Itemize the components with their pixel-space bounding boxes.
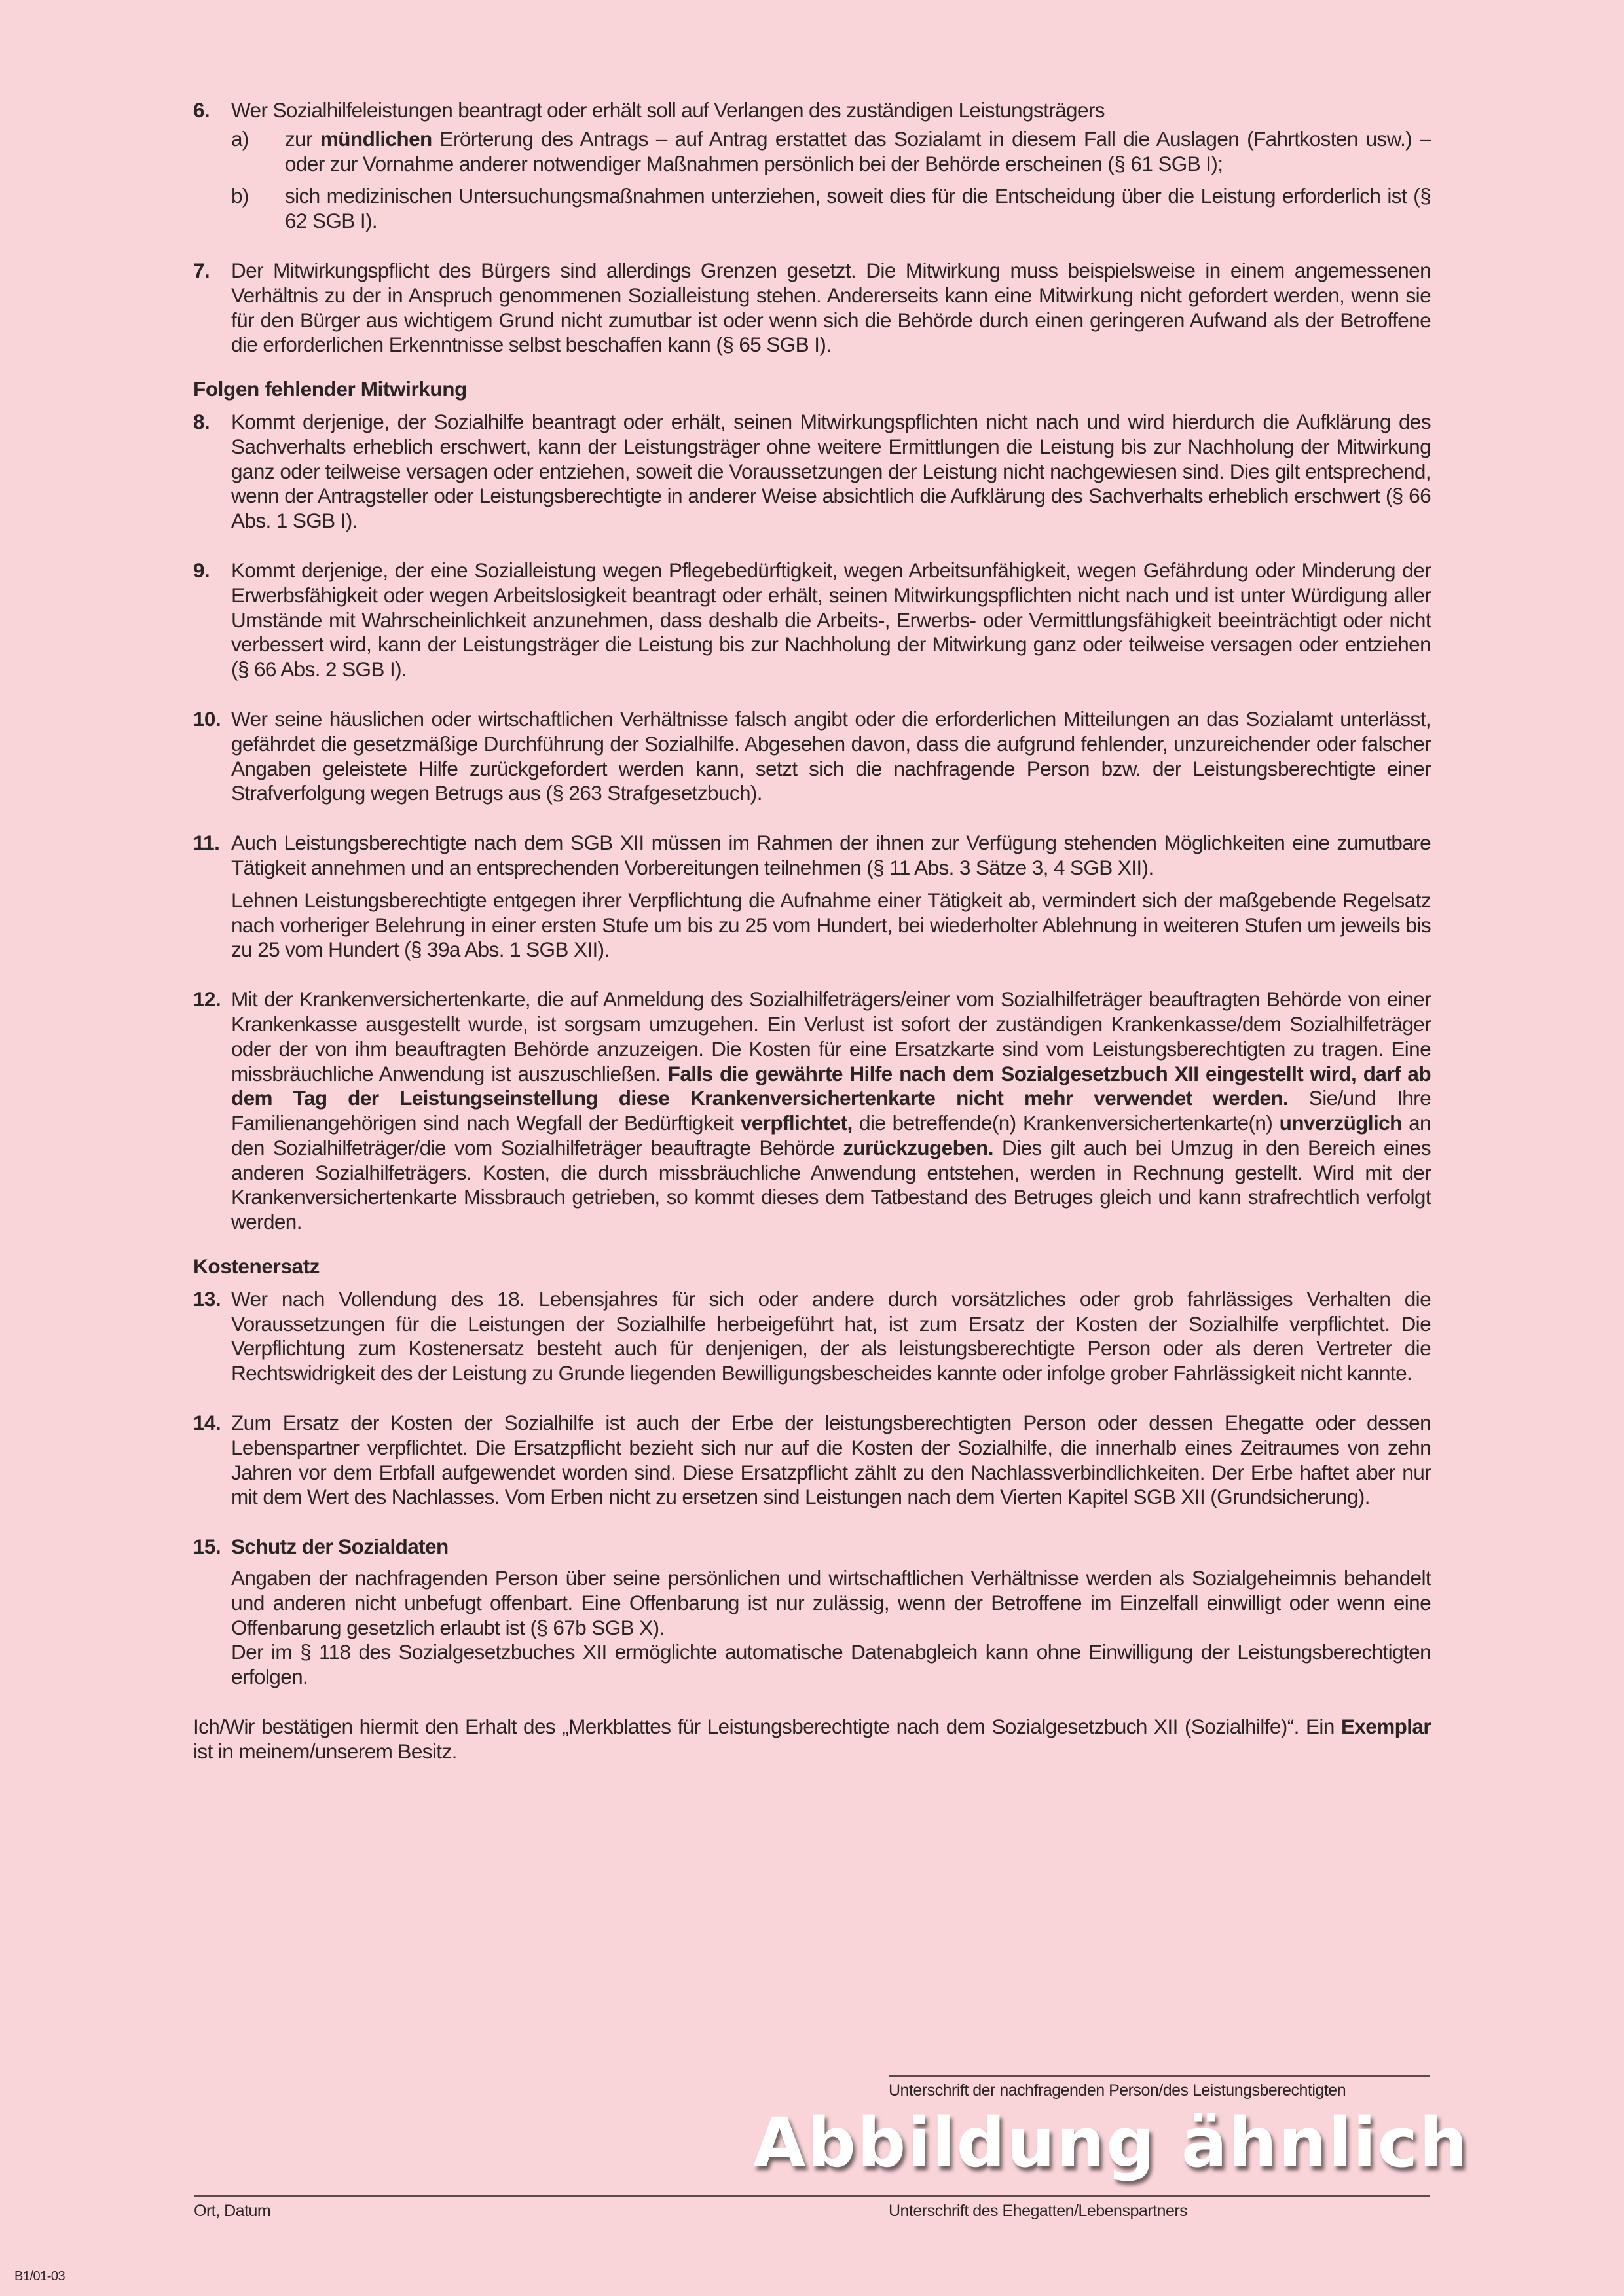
heading-folgen: Folgen fehlender Mitwirkung: [193, 377, 467, 401]
signature-line-bottom[interactable]: [194, 2195, 1430, 2197]
form-code: B1/01-03: [14, 2269, 65, 2284]
watermark: Abbildung ähnlich: [753, 2103, 1469, 2183]
item-6b: b) sich medizinischen Untersuchungsmaßnahmen unterziehen, soweit dies für die Entscheidung über die Leistung erforderlich ist (§ 62 SGB I).: [231, 184, 1431, 233]
item-15: 15. Schutz der Sozialdaten Angaben der nachfragenden Person über seine persönlichen und wirtschaftlichen Verhältnisse werden als Sozialgeheimnis behandelt und anderen nicht unbefugt offenbart. Eine Offenbarung ist nur zulässig, wenn der Betroffene im Einzelfall einwilligt oder wenn eine Offenbarung gesetzlich erlaubt ist (§ 67b SGB X). Der im § 118 des Sozialgesetzbuches XII ermöglichte automatische Datenabgleich kann ohne Einwilligung der Leistungsberechtigten erfolgen.: [193, 1535, 1431, 1689]
signature-line-person[interactable]: [889, 2075, 1430, 2077]
place-date-label: Ort, Datum: [194, 2202, 271, 2220]
heading-kostenersatz: Kostenersatz: [193, 1254, 320, 1279]
item-11: 11. Auch Leistungsberechtigte nach dem SGB XII müssen im Rahmen der ihnen zur Verfügung stehenden Möglichkeiten eine zumutbare Tätigkeit annehmen und an entsprechenden Vorbereitungen teilnehmen (§ 11 Abs. 3 Sätze 3, 4 SGB XII). Lehnen Leistungsberechtigte entgegen ihrer Verpflichtung die Aufnahme einer Tätigkeit ab, vermindert sich der maßgebende Regelsatz nach vorheriger Belehrung in einer ersten Stufe um bis zu 25 vom Hundert, bei wiederholter Ablehnung in weiteren Stufen um jeweils bis zu 25 vom Hundert (§ 39a Abs. 1 SGB XII).: [193, 831, 1431, 962]
document-body: [193, 98, 1431, 1789]
item-12: 12. Mit der Krankenversichertenkarte, die auf Anmeldung des Sozialhilfeträgers/einer vom Sozialhilfeträger beauftragten Behörde von einer Krankenkasse ausgestellt wurde, ist sorgsam umzugehen. Ein Verlust ist sofort der zuständigen Krankenkasse/dem Sozialhilfeträger oder der von ihm beauftragten Behörde anzuzeigen. Die Kosten für eine Ersatzkarte sind vom Leistungsberechtigten zu tragen. Eine missbräuchliche Anwendung ist auszuschließen. Falls die gewährte Hilfe nach dem Sozialgesetzbuch XII eingestellt wird, darf ab dem Tag der Leistungseinstellung diese Krankenversichertenkarte nicht mehr verwendet werden. Sie/und Ihre Familienangehörigen sind nach Wegfall der Bedürftigkeit verpflichtet, die betreffende(n) Krankenversichertenkarte(n) unverzüglich an den Sozialhilfeträger/die vom Sozialhilfeträger beauftragte Behörde zurückzugeben. Dies gilt auch bei Umzug in den Bereich eines anderen Sozialhilfeträgers. Kosten, die durch missbräuchliche Anwendung entstehen, werden in Rechnung gestellt. Wird mit der Krankenversichertenkarte Missbrauch getrieben, so kommt dieses dem Tatbestand des Betruges gleich und kann strafrechtlich verfolgt werden.: [193, 987, 1431, 1234]
signature-label-spouse: Unterschrift des Ehegatten/Lebenspartners: [889, 2202, 1188, 2220]
item-14: 14. Zum Ersatz der Kosten der Sozialhilfe ist auch der Erbe der leistungsberechtigten Person oder dessen Ehegatte oder dessen Lebenspartner verpflichtet. Die Ersatzpflicht bezieht sich nur auf die Kosten der Sozialhilfe, die innerhalb eines Zeitraumes von zehn Jahren vor dem Erbfall aufgewendet worden sind. Diese Ersatzpflicht zählt zu den Nachlassverbindlichkeiten. Der Erbe haftet aber nur mit dem Wert des Nachlasses. Vom Erben nicht zu ersetzen sind Leistungen nach dem Vierten Kapitel SGB XII (Grundsicherung).: [193, 1411, 1431, 1509]
confirmation: Ich/Wir bestätigen hiermit den Erhalt des „Merkblattes für Leistungsberechtigte nach dem Sozialgesetzbuch XII (Sozialhilfe)“. Ein Exemplar ist in meinem/unserem Besitz.: [193, 1715, 1431, 1763]
item-13: 13. Wer nach Vollendung des 18. Lebensjahres für sich oder andere durch vorsätzliches oder grob fahrlässiges Verhalten die Voraussetzungen für die Leistungen der Sozialhilfe herbeigeführt hat, ist zum Ersatz der Kosten der Sozialhilfe verpflichtet. Die Verpflichtung zum Kostenersatz besteht auch für denjenigen, der als leistungsberechtigte Person oder als deren Vertreter die Rechtswidrigkeit des der Leistung zu Grunde liegenden Bewilligungsbescheides kannte oder infolge grober Fahrlässigkeit nicht kannte.: [193, 1286, 1431, 1385]
signature-label-person: Unterschrift der nachfragenden Person/des Leistungsberechtigten: [889, 2081, 1346, 2100]
item-6: 6. Wer Sozialhilfeleistungen beantragt oder erhält soll auf Verlangen des zuständigen Leistungsträgers a) zur mündlichen Erörterung des Antrags – auf Antrag erstattet das Sozialamt in diesem Fall die Auslagen (Fahrtkosten usw.) – oder zur Vornahme anderer notwendiger Maßnahmen persönlich bei der Behörde erscheinen (§ 61 SGB I); b) sich medizinischen Untersuchungsmaßnahmen unterziehen, soweit dies für die Entscheidung über die Leistung erforderlich ist (§ 62 SGB I).: [193, 98, 1431, 233]
item-8: 8. Kommt derjenige, der Sozialhilfe beantragt oder erhält, seinen Mitwirkungspflichten nicht nach und wird hierdurch die Aufklärung des Sachverhalts erheblich erschwert, kann der Leistungsträger ohne weitere Ermittlungen die Leistung bis zur Nachholung der Mitwirkung ganz oder teilweise versagen oder entziehen, soweit die Voraussetzungen der Leistung nicht nachgewiesen sind. Dies gilt entsprechend, wenn der Antragsteller oder Leistungsberechtigte in anderer Weise absichtlich die Aufklärung des Sachverhalts erheblich erschwert (§ 66 Abs. 1 SGB I).: [193, 409, 1431, 533]
item-6a: a) zur mündlichen Erörterung des Antrags – auf Antrag erstattet das Sozialamt in diesem Fall die Auslagen (Fahrtkosten usw.) – oder zur Vornahme anderer notwendiger Maßnahmen persönlich bei der Behörde erscheinen (§ 61 SGB I);: [231, 126, 1431, 175]
item-7: 7. Der Mitwirkungspflicht des Bürgers sind allerdings Grenzen gesetzt. Die Mitwirkung muss beispielsweise in einem angemessenen Verhältnis zu der in Anspruch genommenen Sozialleistung stehen. Andererseits kann eine Mitwirkung nicht gefordert werden, wenn sie für den Bürger aus wichtigem Grund nicht zumutbar ist oder wenn sich die Behörde durch einen geringeren Aufwand als der Betroffene die erforderlichen Erkenntnisse selbst beschaffen kann (§ 65 SGB I).: [193, 258, 1431, 357]
item-10: 10. Wer seine häuslichen oder wirtschaftlichen Verhältnisse falsch angibt oder die erforderlichen Mitteilungen an das Sozialamt unterlässt, gefährdet die gesetzmäßige Durchführung der Sozialhilfe. Abgesehen davon, dass die aufgrund fehlender, unzureichender oder falscher Angaben geleistete Hilfe zurückgefordert werden kann, setzt sich die nachfragende Person bzw. der Leistungsberechtigte einer Strafverfolgung wegen Betrugs aus (§ 263 Strafgesetzbuch).: [193, 706, 1431, 805]
item-9: 9. Kommt derjenige, der eine Sozialleistung wegen Pflegebedürftigkeit, wegen Arbeitsunfähigkeit, wegen Gefährdung oder Minderung der Erwerbsfähigkeit oder wegen Arbeitslosigkeit beantragt oder erhält, seinen Mitwirkungspflichten nicht nach und ist unter Würdigung aller Umstände mit Wahrscheinlichkeit anzunehmen, dass deshalb die Arbeits-, Erwerbs- oder Vermittlungsfähigkeit beeinträchtigt oder nicht verbessert wird, kann der Leistungsträger die Leistung bis zur Nachholung der Mitwirkung ganz oder teilweise versagen oder entziehen (§ 66 Abs. 2 SGB I).: [193, 558, 1431, 682]
